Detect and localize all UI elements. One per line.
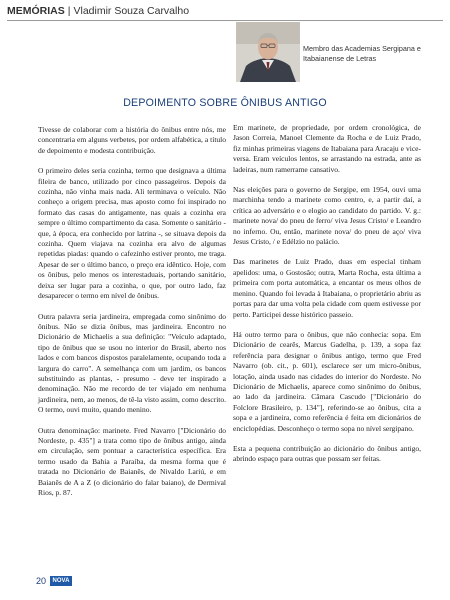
header-rule <box>7 20 443 21</box>
section-title: MEMÓRIAS <box>7 5 65 17</box>
text-column-right <box>233 123 421 475</box>
paragraph: Em marinete, de propriedade, por ordem cronológica, de Jason Correia, Manoel Clemente da Rocha e de Luiz Prado, fiz minhas primeiras viagens de Itabaiana para Aracaju e vice-versa. Eram veículos lentos, se arrastando na estrada, ante as ladeiras, num ramerrame cansativo. <box>233 123 421 174</box>
paragraph: Outra palavra seria jardineira, empregada como sinônimo do ônibus. Não se dizia ônibus, mas jardineira. Encontro no Dicionário de Michaelis a sua definição: "Veículo adaptado, tipo de ônibus que se usou no interior do Brasil, aberto nos lados e com bancos dispostos paralelamente, ocupando toda a largura do carro". A semelhança com um jardim, os bancos substituindo as plantas, - presumo - deve ter inspirado a denominação. Não me recordo de ter viajado em nenhuma jardineira, nem, ao menos, de tê-la visto assim, como descrito. O termo, ouvi muito, quando menino. <box>38 311 226 415</box>
paragraph: Há outro termo para o ônibus, que não conhecia: sopa. Em Dicionário de cearês, Marcus Gadelha, p. 139, a sopa faz referência para designar o ônibus antigo, termo que Fred Navarro (ob. cit., p. 601), esclarece ser um micro-ônibus, lotação, ainda usado nas cidades do interior do Nordeste. No Dicionário de Michaelis, aparece como sinônimo do ônibus, ao lado da jardineira. Câmara Cascudo ["Dicionário do Folclore Brasileiro, p. 134"], referindo-se ao ônibus, cita a sopa e a jardineira, como referência é feita em dicionários de enciclopédias. Desconheço o termo sopa no nível sergipano. <box>233 329 421 433</box>
running-header <box>7 4 443 18</box>
paragraph: Nas eleições para o governo de Sergipe, em 1954, ouvi uma marchinha tendo a marinete como centro, e, a partir daí, a crítica ao adversário e o elogio ao candidato do partido. V. g.: marinete nova/ do pneu de ferro/ viva Jesus Cristo/ e Leandro no inferno. Ou, então, marinete nova/ do pneu de aço/ viva Jesus Cristo, / e Edélzio no palácio. <box>233 185 421 247</box>
page-number: 20 <box>36 576 47 586</box>
paragraph: O primeiro deles seria cozinha, termo que designava a última fileira de banco, utilizado por cinco passageiros. Depois da cozinha, não vinha mais nada. Ali terminava o veículo. Não conheço a origem precisa, mas aposto como foi inspirado no formato das casas do antigamente, nas quais a cozinha era sempre o último compartimento da casa. Somente o sanitário - que, à época, era conhecido por latrina -, se situava depois da cozinha. Quem viajava na cozinha era alvo de algumas repetidas piadas: quando o cafezinho estiver pronto, me traga. Apesar de ser o último banco, o preço era idêntico. Hoje, com os ônibus, pelo menos os interestaduais, portando sanitário, deixa ser lugar para a cozinha, o que, por outro lado, faz desaparecer o termo em nível de ônibus. <box>38 166 226 301</box>
paragraph: Das marinetes de Luiz Prado, duas em especial tinham apelidos: uma, o Gostosão; outra, Marta Rocha, esta última a primeira com porta automática, a encantar os meus olhos de menino. Quando foi levada à Itabaiana, o proprietário abriu as portas para dar uma volta pela cidade com quem estivesse por perto. Participei desse histórico passeio. <box>233 257 421 319</box>
article-title: DEPOIMENTO SOBRE ÔNIBUS ANTIGO <box>123 97 327 109</box>
header-separator: | <box>67 5 71 17</box>
paragraph: Esta a pequena contribuição ao dicionário do ônibus antigo, abrindo espaço para outras que possam ser feitas. <box>233 443 421 464</box>
paragraph: Outra denominação: marinete. Fred Navarro ["Dicionário do Nordeste, p. 435"] a trata como tipo de ônibus antigo, ainda em circulação, sem pontuar a característica específica. Era termo usado da Bahia a Paraíba, da mesma forma que é tratada no Dicionário de Baianês, de Nivaldo Lariú, e em Baianês de A a Z (o dicionário do falar baiano), de Dermival Rios, p. 87. <box>38 425 226 497</box>
paragraph: Tivesse de colaborar com a história do ônibus entre nós, me concentraria em alguns verbetes, por ordem alfabética, a título de depoimento e modesta contribuição. <box>38 125 226 155</box>
magazine-logo: NOVA <box>50 576 72 586</box>
text-column-left <box>38 125 226 508</box>
author-name: Vladimir Souza Carvalho <box>73 5 190 17</box>
author-photo <box>236 22 300 82</box>
author-caption: Membro das Academias Sergipana e Itabaianense de Letras <box>303 44 421 63</box>
